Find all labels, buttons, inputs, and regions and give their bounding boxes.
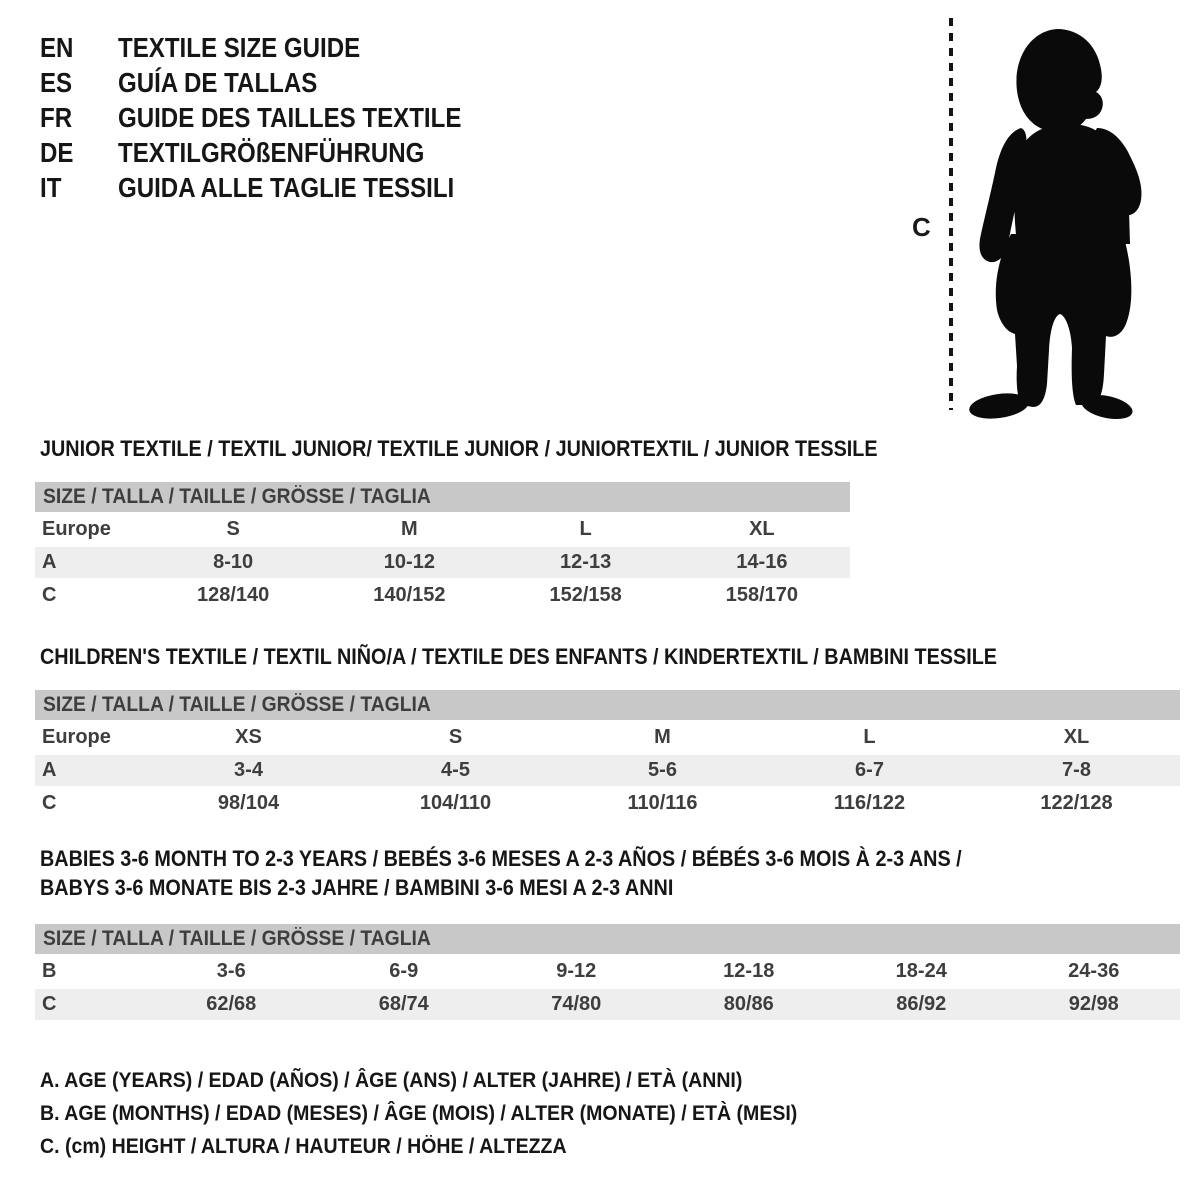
junior-section-title <box>35 434 878 463</box>
children-size-header-text: SIZE / TALLA / TAILLE / GRÖSSE / TAGLIA <box>43 693 431 716</box>
lang-code-fr <box>40 102 118 134</box>
baby-shorts-and-legs <box>996 234 1132 407</box>
age-cell: 12-13 <box>560 551 612 573</box>
lang-label-it <box>118 172 509 204</box>
height-cell: 110/116 <box>627 792 698 814</box>
age-cell: 3-6 <box>216 960 246 982</box>
table-row-europe <box>35 514 850 545</box>
lang-code-de <box>40 137 118 169</box>
age-cell: 7-8 <box>1062 759 1091 781</box>
lang-label-text: GUIDE DES TAILLES TEXTILE <box>118 101 462 133</box>
age-cell: 10-12 <box>383 551 435 573</box>
toddler-silhouette <box>968 29 1142 422</box>
row-label: A <box>42 551 57 573</box>
lang-label-es <box>118 67 350 99</box>
children-section-title-text: CHILDREN'S TEXTILE / TEXTIL NIÑO/A / TEXTILE DES ENFANTS / KINDERTEXTIL / BAMBINI TESSILE <box>40 644 998 669</box>
row-label: Europe <box>42 726 111 748</box>
children-size-header-bar <box>35 690 1180 720</box>
language-title-list <box>40 30 517 205</box>
age-cell: 6-9 <box>389 960 419 982</box>
height-cell: 92/98 <box>1068 993 1119 1015</box>
children-section-title <box>35 642 1180 671</box>
footnotes <box>40 1064 854 1163</box>
lang-code-text: DE <box>40 136 74 168</box>
table-row-height-cm <box>35 989 1180 1020</box>
footnote-age-months <box>40 1097 854 1130</box>
size-cell: S <box>448 726 463 748</box>
age-cell: 12-18 <box>723 960 775 982</box>
lang-label-en <box>118 32 400 64</box>
baby-head <box>1016 29 1102 132</box>
height-measure-label: C <box>912 212 931 242</box>
babies-section-title-line2 <box>35 873 1180 902</box>
height-cell: 116/122 <box>833 792 906 814</box>
babies-section-title-text: BABIES 3-6 MONTH TO 2-3 YEARS / BEBÉS 3-6 MESES A 2-3 AÑOS / BÉBÉS 3-6 MOIS À 2-3 ANS / <box>40 846 962 871</box>
height-cell: 62/68 <box>206 993 257 1015</box>
section-childrens-textile <box>35 642 1180 819</box>
junior-size-header-bar <box>35 482 850 512</box>
toddler-silhouette-figure <box>900 10 1150 422</box>
lang-code-it <box>40 172 118 204</box>
row-label: Europe <box>42 518 111 540</box>
table-row-europe <box>35 722 1180 753</box>
age-cell: 9-12 <box>556 960 597 982</box>
lang-code-es <box>40 67 118 99</box>
age-cell: 24-36 <box>1068 960 1120 982</box>
size-cell: S <box>226 518 240 540</box>
height-cell: 68/74 <box>378 993 429 1015</box>
lang-code-text: EN <box>40 31 74 63</box>
height-cell: 104/110 <box>419 792 492 814</box>
babies-section-title-text: BABYS 3-6 MONATE BIS 2-3 JAHRE / BAMBINI 3-6 MESI A 2-3 ANNI <box>40 875 674 900</box>
age-cell: 5-6 <box>648 759 677 781</box>
junior-size-header-text: SIZE / TALLA / TAILLE / GRÖSSE / TAGLIA <box>43 485 431 508</box>
babies-size-header-text: SIZE / TALLA / TAILLE / GRÖSSE / TAGLIA <box>43 927 431 950</box>
age-cell: 6-7 <box>855 759 884 781</box>
lang-label-text: GUIDA ALLE TAGLIE TESSILI <box>118 171 455 203</box>
footnote-text: B. AGE (MONTHS) / EDAD (MESES) / ÂGE (MOIS) / ALTER (MONATE) / ETÀ (MESI) <box>40 1102 798 1125</box>
junior-section-title-text: JUNIOR TEXTILE / TEXTIL JUNIOR/ TEXTILE JUNIOR / JUNIORTEXTIL / JUNIOR TESSILE <box>40 436 878 461</box>
size-cell: L <box>579 518 592 540</box>
height-cell: 128/140 <box>196 584 270 606</box>
row-label: C <box>42 792 57 814</box>
section-junior-textile <box>35 434 878 611</box>
height-cell: 122/128 <box>1040 792 1113 814</box>
footnote-text: A. AGE (YEARS) / EDAD (AÑOS) / ÂGE (ANS) / ALTER (JAHRE) / ETÀ (ANNI) <box>40 1069 743 1092</box>
lang-row-de <box>40 135 517 170</box>
age-cell: 14-16 <box>736 551 788 573</box>
lang-label-text: TEXTILGRÖßENFÜHRUNG <box>118 136 425 168</box>
lang-label-fr <box>118 102 517 134</box>
table-row-height-cm <box>35 580 850 611</box>
size-cell: XL <box>1063 726 1090 748</box>
height-cell: 158/170 <box>725 584 799 606</box>
size-cell: M <box>654 726 671 748</box>
table-row-height-cm <box>35 788 1180 819</box>
size-cell: M <box>401 518 418 540</box>
age-cell: 3-4 <box>234 759 263 781</box>
table-row-age-months <box>35 956 1180 987</box>
age-cell: 4-5 <box>441 759 470 781</box>
height-cell: 86/92 <box>896 993 947 1015</box>
section-babies <box>35 844 1180 1020</box>
lang-label-text: TEXTILE SIZE GUIDE <box>118 31 361 63</box>
size-cell: XS <box>235 726 262 748</box>
footnote-height-cm <box>40 1130 854 1163</box>
table-row-age-years <box>35 755 1180 786</box>
height-cell: 80/86 <box>723 993 774 1015</box>
row-label: A <box>42 759 57 781</box>
lang-row-en <box>40 30 517 65</box>
lang-label-de <box>118 137 474 169</box>
size-cell: XL <box>749 518 775 540</box>
lang-row-fr <box>40 100 517 135</box>
babies-section-title-line1 <box>35 844 1180 873</box>
height-cell: 152/158 <box>549 584 622 606</box>
row-label: C <box>42 993 57 1015</box>
row-label: B <box>42 960 57 982</box>
footnote-age-years <box>40 1064 854 1097</box>
table-row-age-years <box>35 547 850 578</box>
row-label: C <box>42 584 57 606</box>
lang-row-es <box>40 65 517 100</box>
size-cell: L <box>863 726 876 748</box>
lang-code-text: FR <box>40 101 73 133</box>
lang-code-en <box>40 32 118 64</box>
lang-label-text: GUÍA DE TALLAS <box>118 66 318 98</box>
age-cell: 18-24 <box>895 960 947 982</box>
lang-code-text: ES <box>40 66 73 98</box>
lang-row-it <box>40 170 517 205</box>
height-cell: 98/104 <box>217 792 280 814</box>
babies-size-header-bar <box>35 924 1180 954</box>
footnote-text: C. (cm) HEIGHT / ALTURA / HAUTEUR / HÖHE / ALTEZZA <box>40 1135 567 1158</box>
lang-code-text: IT <box>40 171 62 203</box>
height-cell: 74/80 <box>551 993 602 1015</box>
age-cell: 8-10 <box>213 551 254 573</box>
height-cell: 140/152 <box>373 584 446 606</box>
